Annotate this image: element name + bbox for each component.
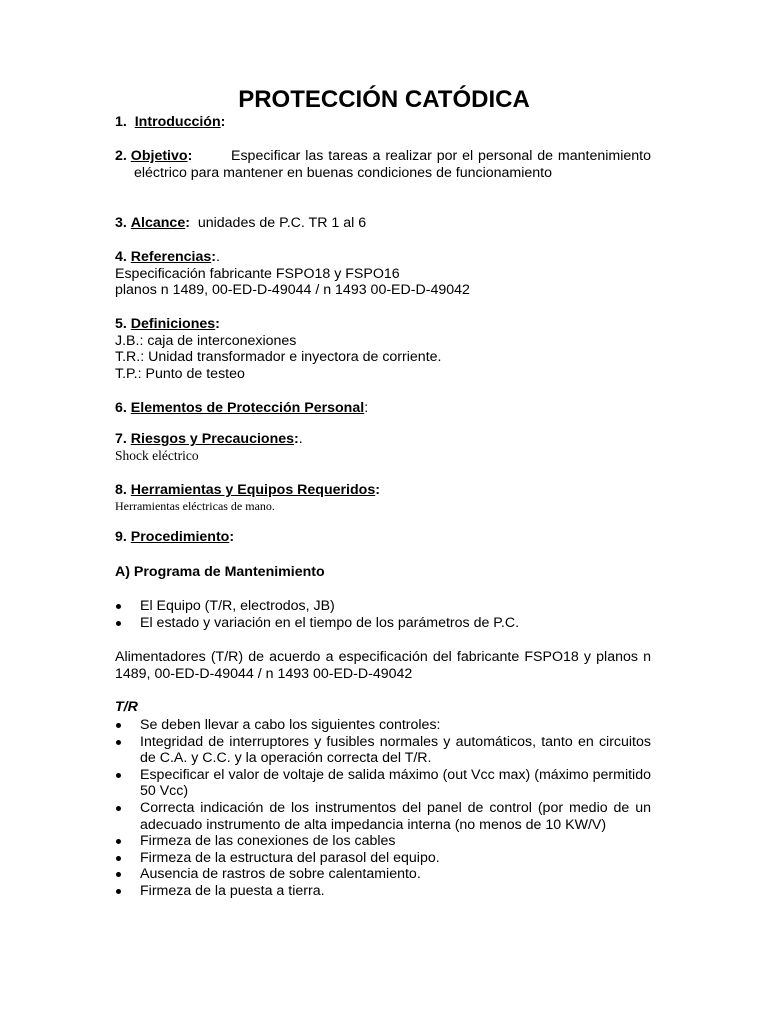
definicion-line: T.P.: Punto de testeo	[115, 365, 245, 382]
section-riesgos	[115, 431, 651, 464]
section-number: 5.	[115, 316, 127, 332]
document-title: PROTECCIÓN CATÓDICA	[238, 86, 530, 113]
definicion-line: J.B.: caja de interconexiones	[115, 332, 297, 349]
section-heading: Objetivo	[130, 148, 188, 164]
heading-colon: :	[229, 529, 235, 545]
list-item-text: Integridad de interruptores y fusibles normales y automáticos, tanto en circuitos de C.A. y C.C. y la operación correcta del T/R.	[140, 733, 651, 767]
section-referencias	[115, 249, 651, 299]
bullet-icon	[116, 806, 121, 811]
section-heading: Alcance	[130, 215, 186, 231]
section-introduccion	[115, 114, 651, 131]
section-heading: Referencias	[130, 249, 212, 265]
heading-colon: :	[211, 249, 216, 265]
list-item	[115, 850, 651, 867]
referencias-line: planos n 1489, 00-ED-D-49044 / n 1493 00-ED-D-49042	[115, 282, 470, 299]
section-number: 1.	[115, 114, 127, 130]
list-item	[115, 734, 651, 767]
section-heading: Elementos de Protección Personal	[130, 400, 365, 416]
tr-heading: T/R	[115, 699, 138, 715]
list-item-text: Ausencia de rastros de sobre calentamiento.	[140, 866, 421, 883]
section-number: 2.	[115, 148, 127, 164]
heading-trail: .	[298, 431, 303, 447]
bullet-icon	[116, 723, 121, 728]
list-item	[115, 800, 651, 833]
list-item-text: El Equipo (T/R, electrodos, JB)	[140, 598, 335, 614]
bullet-icon	[116, 604, 121, 609]
section-heading: Riesgos y Precauciones	[130, 431, 295, 447]
bullet-icon	[116, 872, 121, 877]
heading-trail: .	[215, 249, 220, 265]
bullet-icon	[116, 773, 121, 778]
list-item	[115, 717, 651, 734]
bullet-icon	[116, 856, 121, 861]
list-item	[115, 767, 651, 800]
section-herramientas	[115, 482, 651, 513]
section-number: 7.	[115, 431, 127, 447]
section-number: 3.	[115, 215, 127, 231]
section-heading: Introducción	[134, 114, 221, 130]
heading-colon: :	[364, 400, 369, 416]
bullet-icon	[116, 889, 121, 894]
section-number: 6.	[115, 400, 127, 416]
list-item-text: Especificar el valor de voltaje de salida máximo (out Vcc max) (máximo permitido 50 Vcc)	[140, 766, 651, 800]
list-item	[115, 833, 651, 850]
section-alcance	[115, 215, 651, 232]
tr-bullets	[115, 717, 651, 900]
bullet-icon	[116, 839, 121, 844]
subsection-heading: A) Programa de Mantenimiento	[115, 564, 325, 580]
section-procedimiento	[115, 529, 651, 546]
section-number: 8.	[115, 482, 127, 498]
bullet-icon	[116, 740, 121, 745]
heading-colon: :	[294, 431, 299, 447]
referencias-line: Especificación fabricante FSPO18 y FSPO16	[115, 265, 400, 282]
objetivo-text: Especificar las tareas a realizar por el personal de mantenimiento eléctrico para mantener en buenas condiciones de funcionamiento	[134, 148, 651, 181]
list-item-text: Correcta indicación de los instrumentos del panel de control (por medio de un adecuado instrumento de alta impedancia interna (no menos de 10 KW/V)	[140, 799, 651, 833]
heading-colon: :	[220, 114, 226, 130]
heading-colon: :	[187, 148, 193, 164]
section-heading: Procedimiento	[130, 529, 230, 545]
section-epp	[115, 400, 651, 417]
list-item-text: Firmeza de la puesta a tierra.	[140, 882, 325, 899]
list-item-text: Firmeza de la estructura del parasol del equipo.	[140, 849, 440, 866]
alcance-text: unidades de P.C. TR 1 al 6	[197, 215, 367, 231]
alimentadores-paragraph: Alimentadores (T/R) de acuerdo a especificación del fabricante FSPO18 y planos n 1489, 00-ED-D-49044 / n 1493 00-ED-D-49042	[115, 649, 651, 682]
programa-bullets	[115, 598, 651, 631]
section-definiciones	[115, 316, 651, 382]
heading-colon: :	[185, 215, 190, 231]
list-item	[115, 598, 651, 615]
list-item	[115, 866, 651, 883]
riesgos-text: Shock eléctrico	[115, 447, 199, 463]
list-item	[115, 615, 651, 632]
list-item	[115, 883, 651, 900]
section-objetivo	[115, 148, 651, 181]
list-item-text: Firmeza de las conexiones de los cables	[140, 833, 396, 850]
bullet-icon	[116, 621, 121, 626]
section-number: 4.	[115, 249, 127, 265]
heading-colon: :	[215, 316, 220, 332]
list-item-text: Se deben llevar a cabo los siguientes controles:	[140, 717, 441, 733]
heading-colon: :	[375, 482, 380, 498]
list-item-text: El estado y variación en el tiempo de los parámetros de P.C.	[140, 614, 520, 631]
section-heading: Herramientas y Equipos Requeridos	[130, 482, 376, 498]
section-heading: Definiciones	[130, 316, 216, 332]
section-number: 9.	[115, 529, 127, 545]
definicion-line: T.R.: Unidad transformador e inyectora de corriente.	[115, 349, 442, 366]
herramientas-text: Herramientas eléctricas de mano.	[115, 498, 275, 513]
